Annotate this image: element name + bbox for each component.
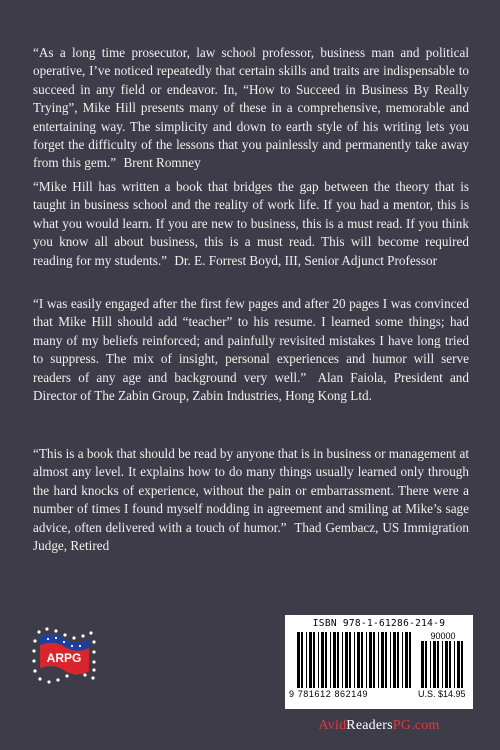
price: U.S. $14.95 xyxy=(418,689,466,699)
addon-barcode-bars xyxy=(421,641,465,688)
quote-text: “Mike Hill has written a book that bridges the gap between the theory that is taught in business school and the reality of work life. If you had a mentor, this is what you would learn. If you are new to business, this is a must read. If you think you know all about business, this is a must read. This will become required reading for my students.” xyxy=(33,179,469,268)
quote-text: “As a long time prosecutor, law school professor, business man and political operative, I’ve noticed repeatedly that certain skills and traits are indispensable to succeed in any field or endeavor. In, “How to Succeed in Business By Really Trying”, Mike Hill presents many of these in a comprehensive, memorable and entertaining way. The simplicity and down to earth style of his writing lets you forget the difficulty of the lessons that you painlessly and permanently take away from this gem.” xyxy=(33,45,469,171)
isbn-barcode xyxy=(285,615,473,709)
quote-attribution: Thad Gembacz, US Immigration Judge, Retired xyxy=(33,519,469,554)
quote-attribution: Alan Faiola, President and Director of The Zabin Group, Zabin Industries, Hong Kong Ltd. xyxy=(33,369,469,404)
quote-attribution: Brent Romney xyxy=(123,155,201,171)
publisher-part-pg: PG.com xyxy=(392,718,440,733)
publisher-part-avid: Avid xyxy=(318,718,347,733)
quote-text: “This is a book that should be read by anyone that is in business or management at almost any level. It explains how to do many things usually learned only through the hard knocks of experience, without the pain or embarrassment. There were a number of times I found myself nodding in agreement and smiling at Mike’s sage advice, often delivered with a touch of humor.” xyxy=(33,446,469,535)
quote-text: “I was easily engaged after the first few pages and after 20 pages I was convinced that Mike Hill should add “teacher” to his resume. I learned some things; had many of my beliefs reinforced; and painfully revisited mistakes I have long tried to suppress. The mix of insight, personal experiences and humor will serve readers of any age and background very well.” xyxy=(33,296,469,385)
quote-attribution: Dr. E. Forrest Boyd, III, Senior Adjunct Professor xyxy=(174,252,437,268)
ean-barcode-bars xyxy=(297,632,413,688)
testimonial-1 xyxy=(33,44,469,173)
arpg-logo xyxy=(31,624,97,686)
addon-digits: 90000 xyxy=(430,631,456,641)
isbn-label: ISBN 978-1-61286-214-9 xyxy=(312,618,446,629)
testimonial-2 xyxy=(33,178,469,270)
publisher-website[interactable] xyxy=(292,718,466,734)
testimonial-4 xyxy=(33,445,469,555)
logo-text: ARPG xyxy=(46,651,82,665)
testimonial-3 xyxy=(33,295,469,405)
ean-digits: 9 781612 862149 xyxy=(289,689,369,699)
publisher-part-readers: Readers xyxy=(346,718,393,733)
